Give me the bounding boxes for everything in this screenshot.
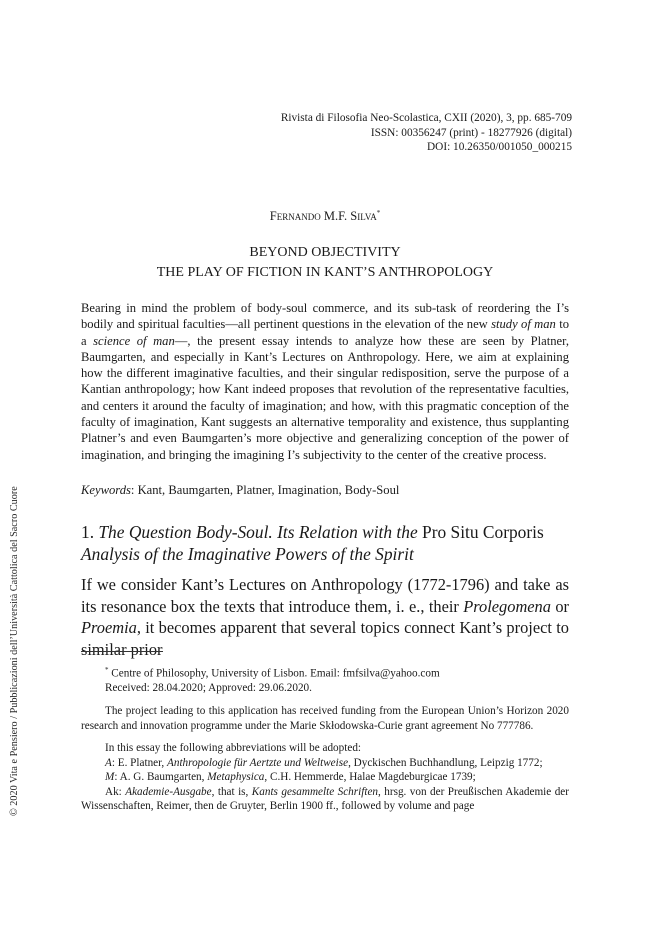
copyright-sidebar <box>0 0 20 926</box>
article-title <box>0 243 650 283</box>
abbrev-ak-label: Ak: <box>105 785 126 798</box>
affiliation-text: Centre of Philosophy, University of Lisbon. Email: fmfsilva@yahoo.com <box>108 667 440 680</box>
abbrev-ak-title-2: Kants gesammelte Schriften <box>251 785 379 798</box>
abstract-text-3: —, the present essay intends to analyze how these are seen by Platner, Baumgarten, and especially in Kant’s Lectures on Anthropology. Here, we aim at explaining how the different imaginative faculties, and their singular redisposition, serve the purpose of a Kantian anthropology; how Kant indeed proposes that revolution of the representative faculties, and centers it around the faculty of imagination; and how, with this pragmatic conception of the faculty of imagination, Kant suggests an alternative temporality and existence, thus supplanting Platner’s and even Baumgarten’s more objective and generalizing conception of the power of imagination, and bringing the imagining I’s subjectivity to the center of the creative process. <box>81 333 569 462</box>
footnote-abbrev-m <box>81 770 569 785</box>
title-line-1: BEYOND OBJECTIVITY <box>249 245 401 260</box>
section-number: 1. <box>81 522 99 542</box>
copyright-text: © 2020 Vita e Pensiero / Pubblicazioni dell’Università Cattolica del Sacro Cuore <box>9 486 20 816</box>
body-text-1: If we consider Kant’s Lectures on Anthropology (1772-1796) and take as its resonance box the texts that introduce them, i. e., their <box>81 575 569 616</box>
journal-citation: Rivista di Filosofia Neo-Scolastica, CXII (2020), 3, pp. 685-709 <box>280 112 572 124</box>
abbrev-m-rest: , C.H. Hemmerde, Halae Magdeburgicae 1739; <box>264 771 476 784</box>
abbrev-m-author: : A. G. Baumgarten, <box>114 771 208 784</box>
abbrev-a-rest: , Dyckischen Buchhandlung, Leipzig 1772; <box>348 756 543 769</box>
footnotes <box>81 663 569 814</box>
abbrev-ak-rest: , hrsg. von der Preußischen Akademie der Wissenschaften, Reimer, then de Gruyter, Berlin 1900 ff., followed by volume and page <box>81 785 569 813</box>
journal-header <box>281 111 572 155</box>
footnote-affiliation <box>81 663 569 681</box>
abbrev-ak-title-1: Akademie-Ausgabe <box>125 785 212 798</box>
body-text-2: or <box>550 596 569 616</box>
footnote-rule <box>81 651 163 652</box>
footnote-funding: The project leading to this application has received funding from the European Union’s Horizon 2020 research and innovation programme under the Marie Skłodowska-Curie grant agreement No 777786. <box>81 704 569 732</box>
abstract-italic-1: study of man <box>491 317 556 332</box>
body-paragraph <box>81 574 569 660</box>
abstract <box>81 300 569 463</box>
author-footnote-mark: * <box>376 209 381 217</box>
issn: ISSN: 00356247 (print) - 18277926 (digital) <box>370 126 572 139</box>
abstract-text-2: to a <box>81 317 569 348</box>
abbrev-a-title: Anthropologie für Aertzte und Weltweise <box>167 756 349 769</box>
section-heading <box>81 522 569 565</box>
section-title-1: The Question Body-Soul. Its Relation with the <box>98 522 418 542</box>
abbrev-ak-mid: , that is, <box>211 785 252 798</box>
abbrev-a-author: : E. Platner, <box>111 756 168 769</box>
body-italic-1: Prolegomena <box>463 596 551 616</box>
abbrev-m-label: M <box>105 771 115 784</box>
abstract-text-1: Bearing in mind the problem of body-soul commerce, and its sub-task of reordering the I’s bodily and spiritual faculties—all pertinent questions in the elevation of the new <box>81 301 569 332</box>
author-line <box>0 209 650 224</box>
abbrev-a-label: A <box>105 756 112 769</box>
footnote-abbreviations-intro: In this essay the following abbreviations will be adopted: <box>105 742 362 755</box>
section-title-3: Analysis of the Imaginative Powers of the Spirit <box>81 543 414 564</box>
body-italic-2: Proemia <box>81 618 137 638</box>
doi: DOI: 10.26350/001050_000215 <box>427 141 572 153</box>
title-line-2: THE PLAY OF FICTION IN KANT’S ANTHROPOLOGY <box>156 265 494 280</box>
section-title-2: Pro Situ Corporis <box>417 522 544 542</box>
footnote-received: Received: 28.04.2020; Approved: 29.06.2020. <box>105 682 312 695</box>
keywords <box>81 483 569 498</box>
body-text-3: , it becomes apparent that several topics connect Kant’s project to similar prior <box>81 618 569 659</box>
abstract-italic-2: science of man <box>93 333 175 348</box>
affiliation-mark: * <box>105 666 109 674</box>
keywords-text: : Kant, Baumgarten, Platner, Imagination, Body-Soul <box>130 483 400 497</box>
footnote-abbrev-a <box>81 756 569 771</box>
author-name: Fernando M.F. Silva <box>269 209 377 224</box>
footnote-abbrev-ak <box>81 785 569 814</box>
keywords-label: Keywords <box>81 483 131 497</box>
abbrev-m-title: Metaphysica <box>207 771 265 784</box>
